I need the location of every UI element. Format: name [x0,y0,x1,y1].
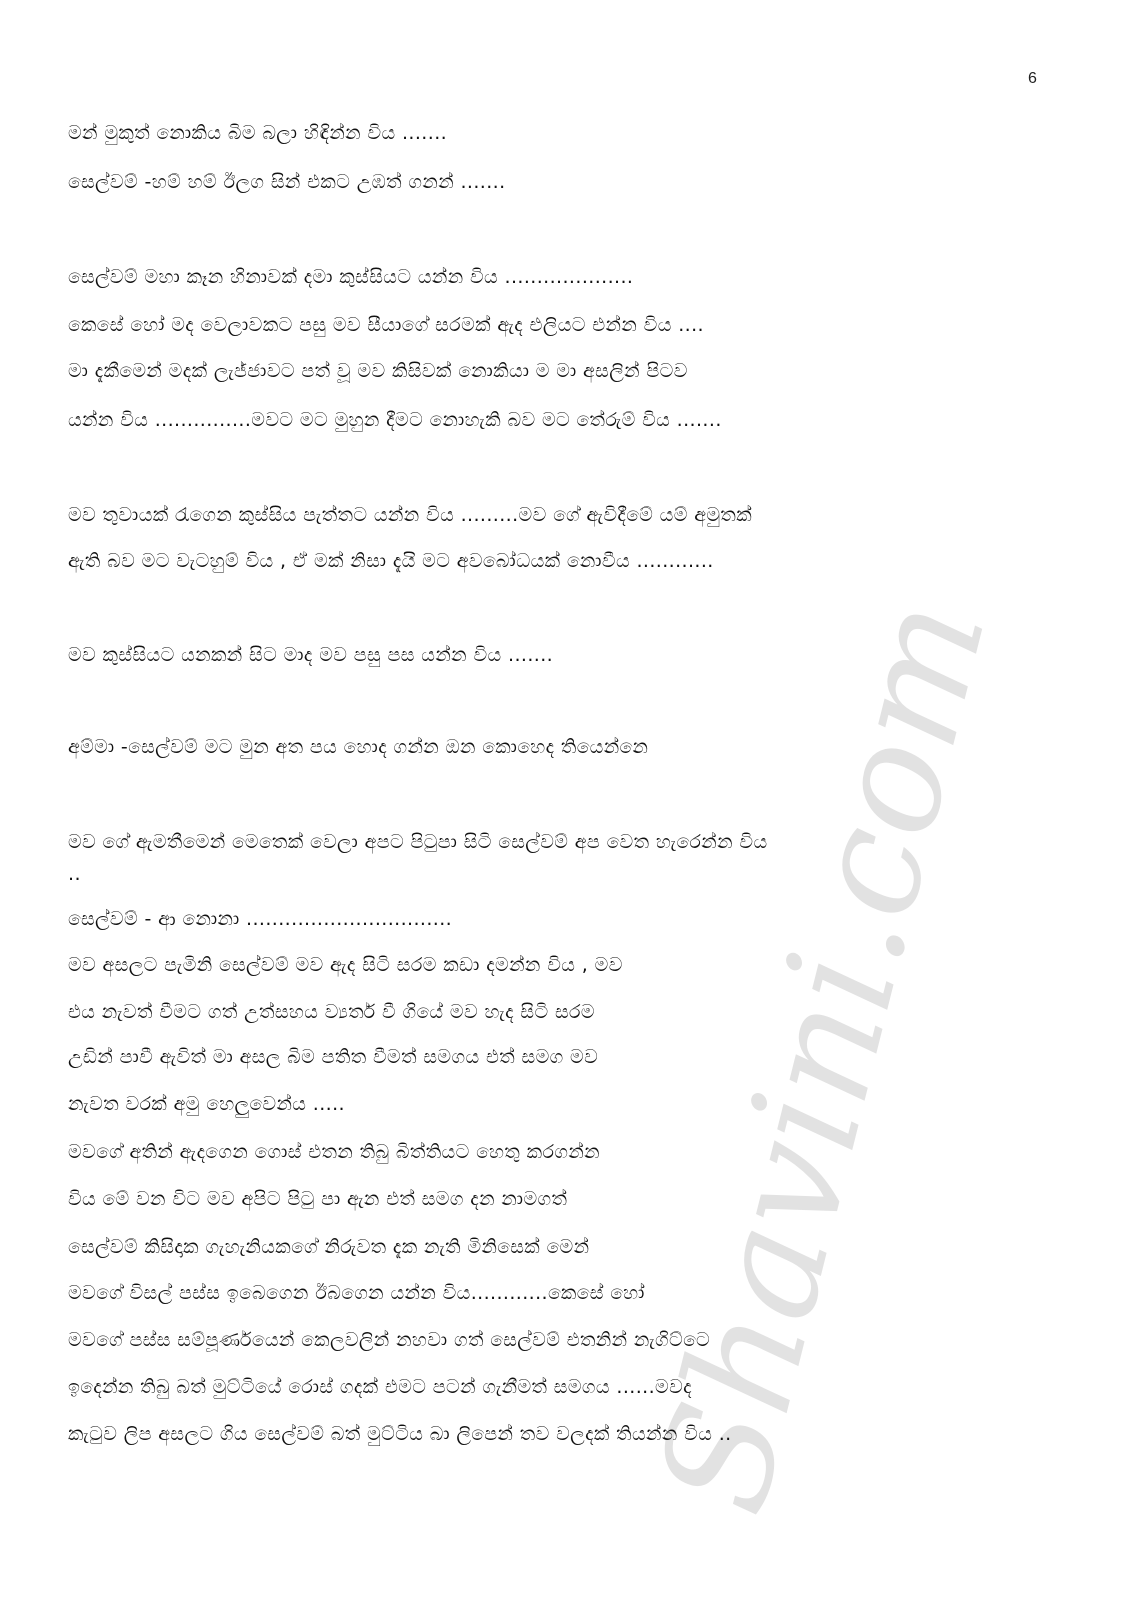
text-line: මා දැකීමෙන් මදක් ලැජ්ජාවට පත් වූ මව කිසිවක් නොකියා ම මා අසලින් පිටව [68,360,688,382]
text-line: උඩින් පාවී ඇවිත් මා අසල බිම පතිත වීමත් සමගය එත් සමග මව [68,1046,599,1068]
text-line: නැවත වරක් අමු හෙලුවෙන්ය ..... [68,1093,345,1115]
text-line: මව ගේ ඇමතීමෙන් මෙතෙක් වෙලා අපට පිටුපා සිටි සෙල්වම් අප වෙත හැරෙන්න විය [68,831,768,853]
text-line: මව අසලට පැමිනි සෙල්වම් මව ඇද සිටි සරම කඩා දමන්න විය , මව [68,954,623,976]
text-line: කෙසේ හෝ මද වෙලාවකට පසු මව සීයාගේ සරමක් ඇද එලියට එන්න විය .... [68,314,704,336]
text-line: .. [68,863,81,885]
text-line: එය නැවත් වීමට ගත් උත්සහය ව්‍යර්ත වී ගියේ මව හැද සිටි සරම [68,1001,595,1023]
text-line: අම්මා -සෙල්වම් මට මුන අත පය හොද ගන්න ඔන කොහෙද තියෙන්නෙ [68,736,649,758]
text-line: සෙල්වම් කිසිදාක ගැහැනියකගේ නිරුවත දැක නැති මිනිසෙක් මෙන් [68,1236,590,1258]
text-line: මව තුවායක් රැගෙන කුස්සිය පැත්තට යන්න විය .........මව ගේ ඇවිදීමේ යම් අමුතක් [68,504,753,526]
text-line: මව කුස්සියට යනකන් සිට මාද මව පසු පස යන්න විය ....... [68,644,554,666]
text-line: මවගේ පස්ස සම්පූර්ණයෙන් කෙලවලින් නහවා ගත් සෙල්වම් එතනින් නැගිට්ටෙ [68,1329,711,1351]
text-line: මවගේ අතින් ඇදගෙන ගොස් එතන තිබු බිත්තියට හෙතු කරගන්න [68,1141,600,1163]
text-line: සෙල්වම් -හම් හම් ඊලග සින් එකට උඹත් ගනන් ....... [68,171,506,193]
text-line: මවගේ විසල් පස්ස ඉබෙගෙන ඊබගෙන යන්න විය............කෙසේ හෝ [68,1282,645,1304]
text-line: ඇති බව මට වැටහුම් විය , ඒ මක් නිසා දැයි මට අවබෝධයක් නොවීය ............ [68,550,714,572]
watermark-text: Shavini.com [626,583,1020,1529]
text-line: මන් මුකුත් නොකිය බිම බලා හිඳින්න විය ....... [68,122,448,144]
text-line: විය මේ වන විට මව අපිට පිටු පා ඇන එත් සමග දන නාමගත් [68,1188,568,1210]
text-line: යන්න විය ...............මවට මට මුහුන දීමට නොහැකි බව මට තේරුම් විය ....... [68,409,722,431]
page-number: 6 [1028,70,1037,87]
text-line: සෙල්වම් - ආ නොනා ................................ [68,908,453,930]
text-line: ඉදෙන්න තිබු බත් මුට්ටියේ රොස් ගදක් එමට පටන් ගැනීමත් සමගය ......මවද [68,1376,693,1398]
text-line: සෙල්වම් මහා කෑන හිනාවක් දමා කුස්සියට යන්න විය .................... [68,266,634,288]
text-line: කැටුව ලිප අසලට ගිය සෙල්වම් බත් මුට්ටිය බා ලිපෙන් තව වලදක් තියන්න විය .. [68,1423,732,1445]
